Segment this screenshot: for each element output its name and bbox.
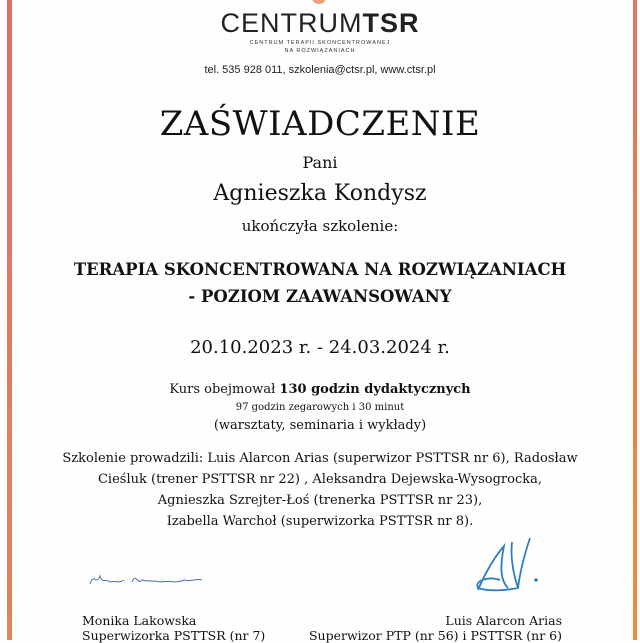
signatory-left bbox=[82, 613, 265, 643]
signatory-role: Superwizorka PSTTSR (nr 7) bbox=[82, 628, 266, 643]
logo-mark bbox=[312, 0, 326, 4]
trainers-line: Agnieszka Szrejter-Łoś (trenerka PSTTSR nr 23), bbox=[157, 493, 483, 508]
trainers-line: Izabella Warchoł (superwizorka PSTTSR nr 8). bbox=[166, 514, 474, 529]
signature-monika bbox=[88, 568, 208, 592]
course-dates: 20.10.2023 r. - 24.03.2024 r. bbox=[190, 337, 450, 358]
course-forms: (warsztaty, seminaria i wykłady) bbox=[213, 418, 427, 433]
completed-text: ukończyła szkolenie: bbox=[241, 217, 399, 235]
logo-sub2: NA ROZWIĄZANIACH bbox=[284, 48, 356, 54]
logo bbox=[0, 8, 640, 55]
signatory-name: Luis Alarcon Arias bbox=[445, 613, 562, 628]
signatory-right bbox=[309, 613, 562, 643]
logo-sub1: CENTRUM TERAPII SKONCENTROWANEJ bbox=[249, 40, 391, 46]
hours-text bbox=[0, 382, 640, 397]
hours-prefix: Kurs obejmował bbox=[169, 382, 280, 397]
clock-hours: 97 godzin zegarowych i 30 minut bbox=[235, 402, 405, 413]
logo-main: CENTRUM bbox=[220, 8, 363, 38]
salutation: Pani bbox=[302, 153, 338, 172]
course-line1: TERAPIA SKONCENTROWANA NA ROZWIĄZANIACH bbox=[73, 260, 567, 279]
signatory-name: Monika Lakowska bbox=[82, 613, 197, 628]
course-line2: - POZIOM ZAAWANSOWANY bbox=[188, 287, 452, 306]
trainers-line: Szkolenie prowadzili: Luis Alarcon Arias (superwizor PSTTSR nr 6), Radosław bbox=[62, 451, 578, 466]
course-title bbox=[0, 256, 640, 310]
recipient-name: Agnieszka Kondysz bbox=[213, 181, 427, 206]
contact-info: tel. 535 928 011, szkolenia@ctsr.pl, www.ctsr.pl bbox=[204, 64, 436, 76]
left-border bbox=[7, 0, 12, 640]
certificate-title: ZAŚWIADCZENIE bbox=[159, 104, 481, 144]
signature-luis bbox=[470, 536, 560, 596]
trainers-line: Cieśluk (trener PSTTSR nr 22) , Aleksandra Dejewska-Wysogrocka, bbox=[97, 472, 543, 487]
hours-bold: 130 godzin dydaktycznych bbox=[279, 382, 471, 397]
logo-bold: TSR bbox=[362, 8, 420, 38]
right-border bbox=[633, 0, 637, 640]
trainers bbox=[0, 448, 640, 532]
signatory-role: Superwizor PTP (nr 56) i PSTTSR (nr 6) bbox=[308, 628, 562, 643]
